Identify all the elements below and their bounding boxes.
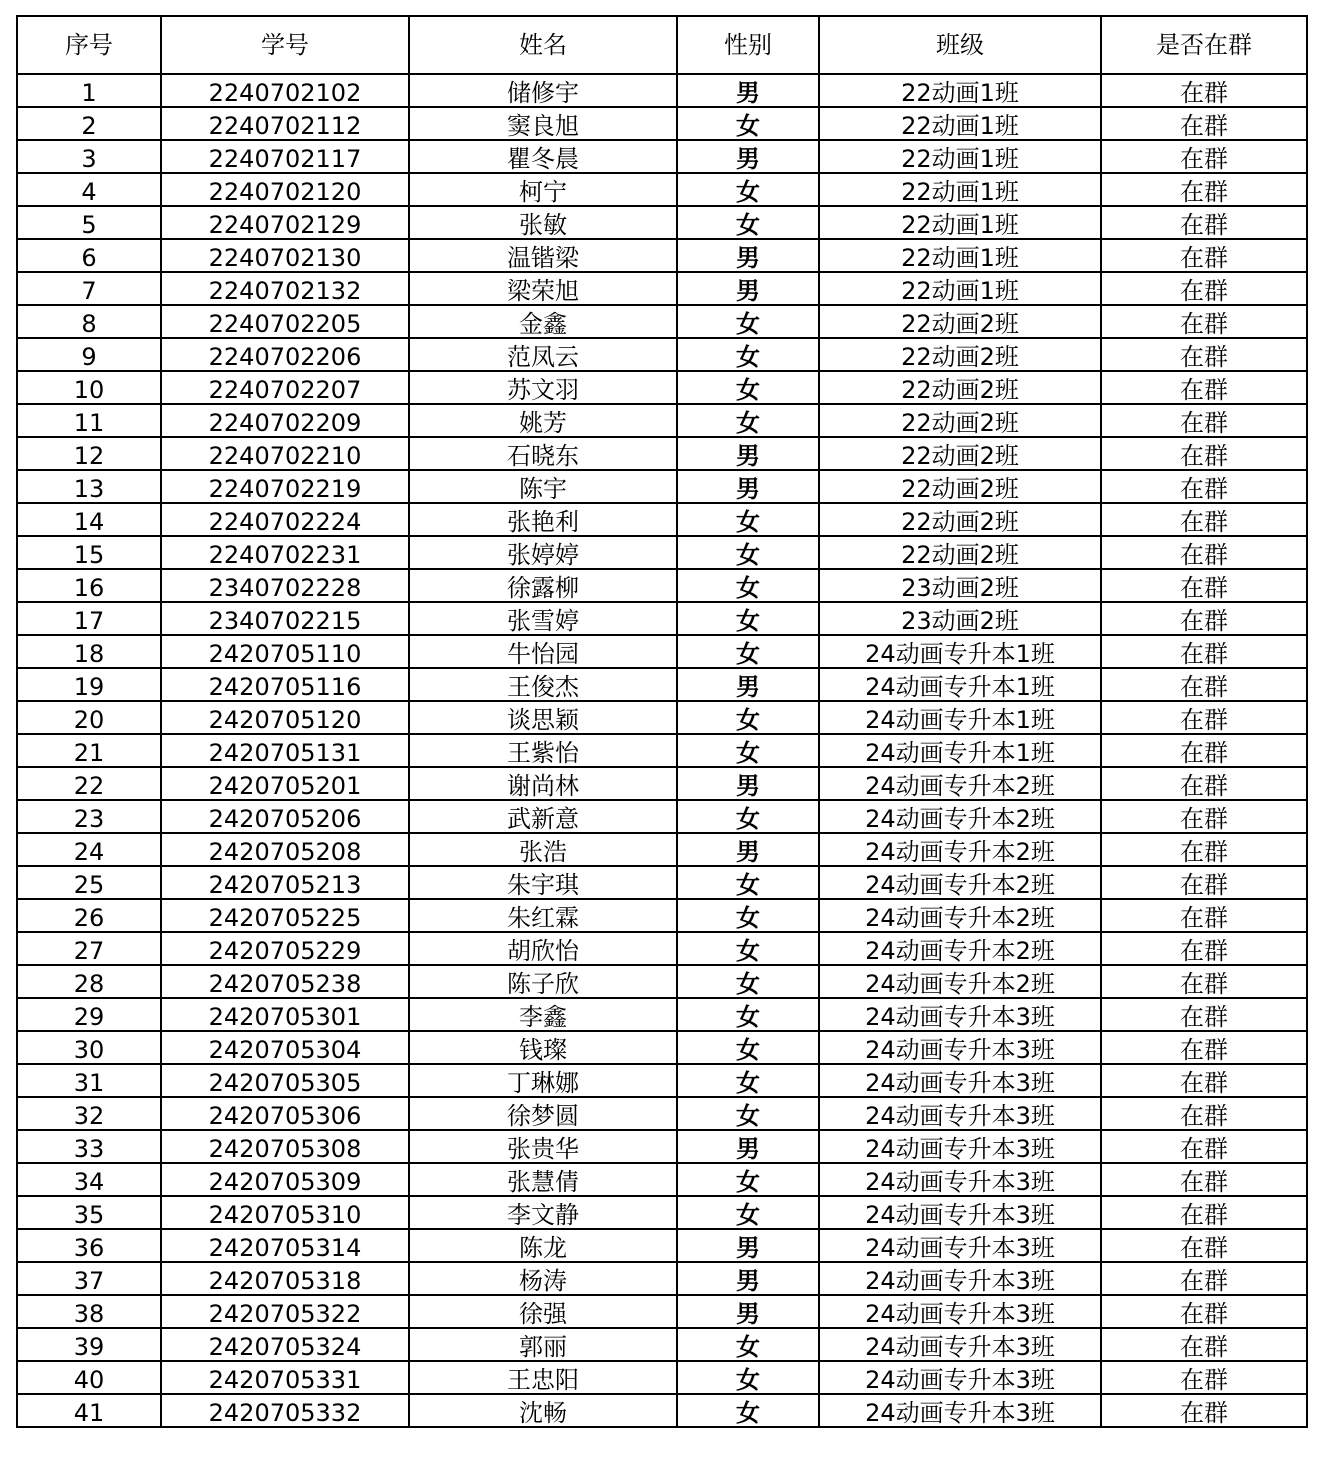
table-row (17, 1295, 1307, 1328)
cell-in-group: 在群 (1101, 767, 1307, 800)
cell-student-id: 2240702117 (161, 140, 409, 173)
cell-class: 22动画2班 (819, 536, 1101, 569)
table-row (17, 371, 1307, 404)
cell-student-id: 2240702219 (161, 470, 409, 503)
cell-in-group: 在群 (1101, 800, 1307, 833)
cell-student-id: 2240702129 (161, 206, 409, 239)
table-row (17, 1196, 1307, 1229)
cell-name: 梁荣旭 (409, 272, 677, 305)
cell-name: 张雪婷 (409, 602, 677, 635)
cell-name: 张贵华 (409, 1130, 677, 1163)
cell-name: 张慧倩 (409, 1163, 677, 1196)
cell-index: 10 (17, 371, 161, 404)
table-row (17, 404, 1307, 437)
cell-gender: 女 (677, 1328, 819, 1361)
cell-student-id: 2240702112 (161, 107, 409, 140)
table-row (17, 1229, 1307, 1262)
cell-index: 20 (17, 701, 161, 734)
cell-student-id: 2420705206 (161, 800, 409, 833)
header-gender: 性别 (677, 16, 819, 74)
cell-index: 15 (17, 536, 161, 569)
cell-class: 22动画1班 (819, 206, 1101, 239)
cell-index: 8 (17, 305, 161, 338)
header-index: 序号 (17, 16, 161, 74)
cell-index: 35 (17, 1196, 161, 1229)
cell-gender: 男 (677, 470, 819, 503)
cell-gender: 男 (677, 1229, 819, 1262)
header-class: 班级 (819, 16, 1101, 74)
cell-index: 28 (17, 965, 161, 998)
cell-name: 储修宇 (409, 74, 677, 107)
cell-in-group: 在群 (1101, 338, 1307, 371)
cell-student-id: 2420705116 (161, 668, 409, 701)
cell-student-id: 2420705201 (161, 767, 409, 800)
cell-in-group: 在群 (1101, 569, 1307, 602)
cell-index: 32 (17, 1097, 161, 1130)
cell-student-id: 2240702102 (161, 74, 409, 107)
cell-index: 1 (17, 74, 161, 107)
table-row (17, 1163, 1307, 1196)
table-row (17, 1262, 1307, 1295)
cell-in-group: 在群 (1101, 305, 1307, 338)
cell-name: 徐强 (409, 1295, 677, 1328)
cell-student-id: 2420705308 (161, 1130, 409, 1163)
cell-class: 24动画专升本2班 (819, 833, 1101, 866)
cell-class: 22动画1班 (819, 173, 1101, 206)
cell-class: 24动画专升本3班 (819, 1229, 1101, 1262)
cell-gender: 女 (677, 1097, 819, 1130)
cell-student-id: 2420705110 (161, 635, 409, 668)
cell-name: 张婷婷 (409, 536, 677, 569)
cell-student-id: 2420705314 (161, 1229, 409, 1262)
cell-gender: 女 (677, 1064, 819, 1097)
cell-in-group: 在群 (1101, 1196, 1307, 1229)
table-row (17, 173, 1307, 206)
cell-name: 杨涛 (409, 1262, 677, 1295)
cell-in-group: 在群 (1101, 965, 1307, 998)
cell-name: 瞿冬晨 (409, 140, 677, 173)
cell-index: 4 (17, 173, 161, 206)
cell-gender: 男 (677, 1295, 819, 1328)
cell-name: 钱璨 (409, 1031, 677, 1064)
cell-class: 22动画2班 (819, 503, 1101, 536)
cell-index: 40 (17, 1361, 161, 1394)
cell-class: 24动画专升本3班 (819, 1064, 1101, 1097)
cell-student-id: 2420705331 (161, 1361, 409, 1394)
cell-student-id: 2420705120 (161, 701, 409, 734)
cell-student-id: 2240702224 (161, 503, 409, 536)
cell-name: 王紫怡 (409, 734, 677, 767)
table-row (17, 338, 1307, 371)
cell-index: 22 (17, 767, 161, 800)
cell-gender: 女 (677, 338, 819, 371)
cell-class: 24动画专升本1班 (819, 734, 1101, 767)
cell-class: 22动画1班 (819, 272, 1101, 305)
cell-student-id: 2340702228 (161, 569, 409, 602)
cell-student-id: 2420705131 (161, 734, 409, 767)
table-row (17, 569, 1307, 602)
cell-index: 6 (17, 239, 161, 272)
cell-in-group: 在群 (1101, 602, 1307, 635)
cell-student-id: 2240702231 (161, 536, 409, 569)
cell-in-group: 在群 (1101, 635, 1307, 668)
cell-class: 24动画专升本3班 (819, 998, 1101, 1031)
cell-gender: 男 (677, 767, 819, 800)
table-row (17, 470, 1307, 503)
cell-gender: 女 (677, 1394, 819, 1427)
cell-class: 23动画2班 (819, 602, 1101, 635)
cell-name: 窦良旭 (409, 107, 677, 140)
cell-index: 19 (17, 668, 161, 701)
cell-gender: 男 (677, 1130, 819, 1163)
header-student-id: 学号 (161, 16, 409, 74)
cell-name: 朱宇琪 (409, 866, 677, 899)
cell-student-id: 2420705301 (161, 998, 409, 1031)
table-row (17, 1097, 1307, 1130)
cell-in-group: 在群 (1101, 668, 1307, 701)
cell-gender: 男 (677, 239, 819, 272)
table-body (17, 74, 1307, 1427)
table-row (17, 1394, 1307, 1427)
cell-in-group: 在群 (1101, 701, 1307, 734)
cell-in-group: 在群 (1101, 1394, 1307, 1427)
cell-name: 徐露柳 (409, 569, 677, 602)
cell-student-id: 2420705229 (161, 932, 409, 965)
cell-in-group: 在群 (1101, 1328, 1307, 1361)
cell-index: 9 (17, 338, 161, 371)
cell-in-group: 在群 (1101, 272, 1307, 305)
cell-name: 陈子欣 (409, 965, 677, 998)
cell-name: 张艳利 (409, 503, 677, 536)
cell-index: 13 (17, 470, 161, 503)
cell-gender: 女 (677, 371, 819, 404)
cell-student-id: 2240702120 (161, 173, 409, 206)
cell-in-group: 在群 (1101, 866, 1307, 899)
cell-in-group: 在群 (1101, 206, 1307, 239)
table-row (17, 503, 1307, 536)
cell-index: 36 (17, 1229, 161, 1262)
cell-in-group: 在群 (1101, 1262, 1307, 1295)
table-row (17, 1328, 1307, 1361)
table-row (17, 1064, 1307, 1097)
cell-class: 24动画专升本3班 (819, 1163, 1101, 1196)
table-row (17, 767, 1307, 800)
cell-gender: 女 (677, 866, 819, 899)
cell-gender: 女 (677, 503, 819, 536)
cell-class: 22动画2班 (819, 404, 1101, 437)
cell-student-id: 2240702132 (161, 272, 409, 305)
cell-student-id: 2420705310 (161, 1196, 409, 1229)
cell-in-group: 在群 (1101, 1229, 1307, 1262)
cell-index: 18 (17, 635, 161, 668)
table-row (17, 899, 1307, 932)
cell-student-id: 2240702210 (161, 437, 409, 470)
cell-name: 苏文羽 (409, 371, 677, 404)
cell-in-group: 在群 (1101, 899, 1307, 932)
cell-gender: 男 (677, 140, 819, 173)
cell-index: 3 (17, 140, 161, 173)
table-row (17, 536, 1307, 569)
cell-name: 张浩 (409, 833, 677, 866)
cell-student-id: 2420705318 (161, 1262, 409, 1295)
table-row (17, 635, 1307, 668)
cell-student-id: 2420705332 (161, 1394, 409, 1427)
cell-name: 丁琳娜 (409, 1064, 677, 1097)
cell-gender: 男 (677, 833, 819, 866)
table-row (17, 206, 1307, 239)
header-row (17, 16, 1307, 74)
cell-in-group: 在群 (1101, 107, 1307, 140)
cell-index: 11 (17, 404, 161, 437)
cell-index: 12 (17, 437, 161, 470)
cell-student-id: 2420705306 (161, 1097, 409, 1130)
cell-in-group: 在群 (1101, 1031, 1307, 1064)
cell-gender: 女 (677, 1196, 819, 1229)
cell-in-group: 在群 (1101, 734, 1307, 767)
cell-class: 22动画1班 (819, 74, 1101, 107)
cell-name: 武新意 (409, 800, 677, 833)
cell-index: 31 (17, 1064, 161, 1097)
table-row (17, 998, 1307, 1031)
cell-class: 22动画2班 (819, 338, 1101, 371)
table-row (17, 1130, 1307, 1163)
header-name: 姓名 (409, 16, 677, 74)
cell-student-id: 2240702205 (161, 305, 409, 338)
cell-gender: 女 (677, 602, 819, 635)
cell-name: 李鑫 (409, 998, 677, 1031)
cell-gender: 女 (677, 305, 819, 338)
cell-in-group: 在群 (1101, 1361, 1307, 1394)
cell-class: 24动画专升本3班 (819, 1361, 1101, 1394)
cell-class: 24动画专升本1班 (819, 635, 1101, 668)
cell-class: 24动画专升本3班 (819, 1394, 1101, 1427)
table-row (17, 833, 1307, 866)
cell-gender: 女 (677, 734, 819, 767)
cell-index: 21 (17, 734, 161, 767)
cell-name: 谈思颖 (409, 701, 677, 734)
cell-name: 陈龙 (409, 1229, 677, 1262)
cell-class: 22动画1班 (819, 239, 1101, 272)
table-row (17, 272, 1307, 305)
cell-index: 33 (17, 1130, 161, 1163)
cell-student-id: 2420705322 (161, 1295, 409, 1328)
cell-gender: 女 (677, 1031, 819, 1064)
cell-class: 22动画1班 (819, 140, 1101, 173)
cell-class: 24动画专升本3班 (819, 1031, 1101, 1064)
cell-student-id: 2340702215 (161, 602, 409, 635)
table-row (17, 932, 1307, 965)
cell-name: 温锴梁 (409, 239, 677, 272)
cell-class: 22动画1班 (819, 107, 1101, 140)
table-header (17, 16, 1307, 74)
cell-index: 26 (17, 899, 161, 932)
cell-gender: 男 (677, 668, 819, 701)
cell-class: 23动画2班 (819, 569, 1101, 602)
cell-name: 胡欣怡 (409, 932, 677, 965)
cell-gender: 男 (677, 437, 819, 470)
table-row (17, 437, 1307, 470)
cell-name: 王俊杰 (409, 668, 677, 701)
cell-gender: 女 (677, 1361, 819, 1394)
cell-class: 24动画专升本2班 (819, 767, 1101, 800)
table-row (17, 1031, 1307, 1064)
cell-class: 24动画专升本3班 (819, 1196, 1101, 1229)
roster-table (16, 15, 1308, 1428)
cell-index: 27 (17, 932, 161, 965)
table-row (17, 107, 1307, 140)
cell-gender: 女 (677, 1163, 819, 1196)
cell-student-id: 2420705238 (161, 965, 409, 998)
cell-name: 牛怡园 (409, 635, 677, 668)
cell-student-id: 2420705324 (161, 1328, 409, 1361)
cell-in-group: 在群 (1101, 1163, 1307, 1196)
cell-index: 34 (17, 1163, 161, 1196)
cell-gender: 女 (677, 206, 819, 239)
cell-name: 范凤云 (409, 338, 677, 371)
cell-gender: 女 (677, 998, 819, 1031)
cell-student-id: 2420705304 (161, 1031, 409, 1064)
table-row (17, 305, 1307, 338)
cell-class: 24动画专升本2班 (819, 899, 1101, 932)
cell-name: 徐梦圆 (409, 1097, 677, 1130)
cell-name: 柯宁 (409, 173, 677, 206)
cell-in-group: 在群 (1101, 140, 1307, 173)
cell-index: 16 (17, 569, 161, 602)
cell-index: 37 (17, 1262, 161, 1295)
cell-gender: 女 (677, 173, 819, 206)
cell-index: 41 (17, 1394, 161, 1427)
cell-class: 24动画专升本3班 (819, 1295, 1101, 1328)
cell-gender: 女 (677, 800, 819, 833)
cell-in-group: 在群 (1101, 437, 1307, 470)
cell-name: 陈宇 (409, 470, 677, 503)
cell-in-group: 在群 (1101, 74, 1307, 107)
cell-class: 24动画专升本2班 (819, 866, 1101, 899)
cell-student-id: 2420705208 (161, 833, 409, 866)
cell-class: 24动画专升本2班 (819, 965, 1101, 998)
cell-name: 李文静 (409, 1196, 677, 1229)
cell-in-group: 在群 (1101, 932, 1307, 965)
cell-student-id: 2420705305 (161, 1064, 409, 1097)
cell-gender: 男 (677, 1262, 819, 1295)
cell-class: 24动画专升本3班 (819, 1328, 1101, 1361)
cell-name: 沈畅 (409, 1394, 677, 1427)
cell-class: 24动画专升本3班 (819, 1130, 1101, 1163)
cell-index: 29 (17, 998, 161, 1031)
cell-index: 30 (17, 1031, 161, 1064)
cell-name: 郭丽 (409, 1328, 677, 1361)
cell-gender: 男 (677, 272, 819, 305)
cell-in-group: 在群 (1101, 1130, 1307, 1163)
cell-class: 22动画2班 (819, 305, 1101, 338)
cell-in-group: 在群 (1101, 833, 1307, 866)
cell-student-id: 2420705309 (161, 1163, 409, 1196)
cell-class: 24动画专升本1班 (819, 701, 1101, 734)
cell-student-id: 2240702209 (161, 404, 409, 437)
cell-class: 22动画2班 (819, 371, 1101, 404)
cell-in-group: 在群 (1101, 173, 1307, 206)
table-row (17, 965, 1307, 998)
cell-index: 14 (17, 503, 161, 536)
table-row (17, 701, 1307, 734)
cell-in-group: 在群 (1101, 503, 1307, 536)
cell-index: 25 (17, 866, 161, 899)
cell-student-id: 2420705213 (161, 866, 409, 899)
cell-gender: 女 (677, 965, 819, 998)
cell-in-group: 在群 (1101, 1097, 1307, 1130)
cell-class: 24动画专升本2班 (819, 800, 1101, 833)
table-row (17, 239, 1307, 272)
cell-gender: 女 (677, 404, 819, 437)
cell-class: 22动画2班 (819, 437, 1101, 470)
cell-gender: 女 (677, 107, 819, 140)
cell-index: 7 (17, 272, 161, 305)
cell-student-id: 2240702207 (161, 371, 409, 404)
cell-in-group: 在群 (1101, 239, 1307, 272)
cell-in-group: 在群 (1101, 404, 1307, 437)
cell-in-group: 在群 (1101, 1064, 1307, 1097)
cell-in-group: 在群 (1101, 998, 1307, 1031)
cell-index: 39 (17, 1328, 161, 1361)
cell-name: 朱红霖 (409, 899, 677, 932)
cell-name: 谢尚林 (409, 767, 677, 800)
cell-student-id: 2240702130 (161, 239, 409, 272)
cell-in-group: 在群 (1101, 470, 1307, 503)
cell-student-id: 2420705225 (161, 899, 409, 932)
cell-gender: 女 (677, 569, 819, 602)
table-row (17, 800, 1307, 833)
cell-name: 金鑫 (409, 305, 677, 338)
table-row (17, 734, 1307, 767)
table-row (17, 1361, 1307, 1394)
cell-in-group: 在群 (1101, 1295, 1307, 1328)
cell-in-group: 在群 (1101, 371, 1307, 404)
cell-class: 24动画专升本3班 (819, 1097, 1101, 1130)
cell-gender: 女 (677, 701, 819, 734)
cell-gender: 女 (677, 536, 819, 569)
cell-gender: 男 (677, 74, 819, 107)
cell-index: 17 (17, 602, 161, 635)
table-row (17, 866, 1307, 899)
cell-index: 23 (17, 800, 161, 833)
cell-class: 24动画专升本3班 (819, 1262, 1101, 1295)
cell-class: 22动画2班 (819, 470, 1101, 503)
cell-name: 张敏 (409, 206, 677, 239)
cell-class: 24动画专升本1班 (819, 668, 1101, 701)
table-row (17, 74, 1307, 107)
cell-class: 24动画专升本2班 (819, 932, 1101, 965)
cell-index: 24 (17, 833, 161, 866)
cell-gender: 女 (677, 899, 819, 932)
cell-student-id: 2240702206 (161, 338, 409, 371)
header-in-group: 是否在群 (1101, 16, 1307, 74)
cell-name: 姚芳 (409, 404, 677, 437)
cell-index: 38 (17, 1295, 161, 1328)
cell-name: 王忠阳 (409, 1361, 677, 1394)
table-row (17, 140, 1307, 173)
cell-index: 5 (17, 206, 161, 239)
table-row (17, 602, 1307, 635)
cell-name: 石晓东 (409, 437, 677, 470)
cell-index: 2 (17, 107, 161, 140)
cell-gender: 女 (677, 635, 819, 668)
cell-in-group: 在群 (1101, 536, 1307, 569)
cell-gender: 女 (677, 932, 819, 965)
table-row (17, 668, 1307, 701)
